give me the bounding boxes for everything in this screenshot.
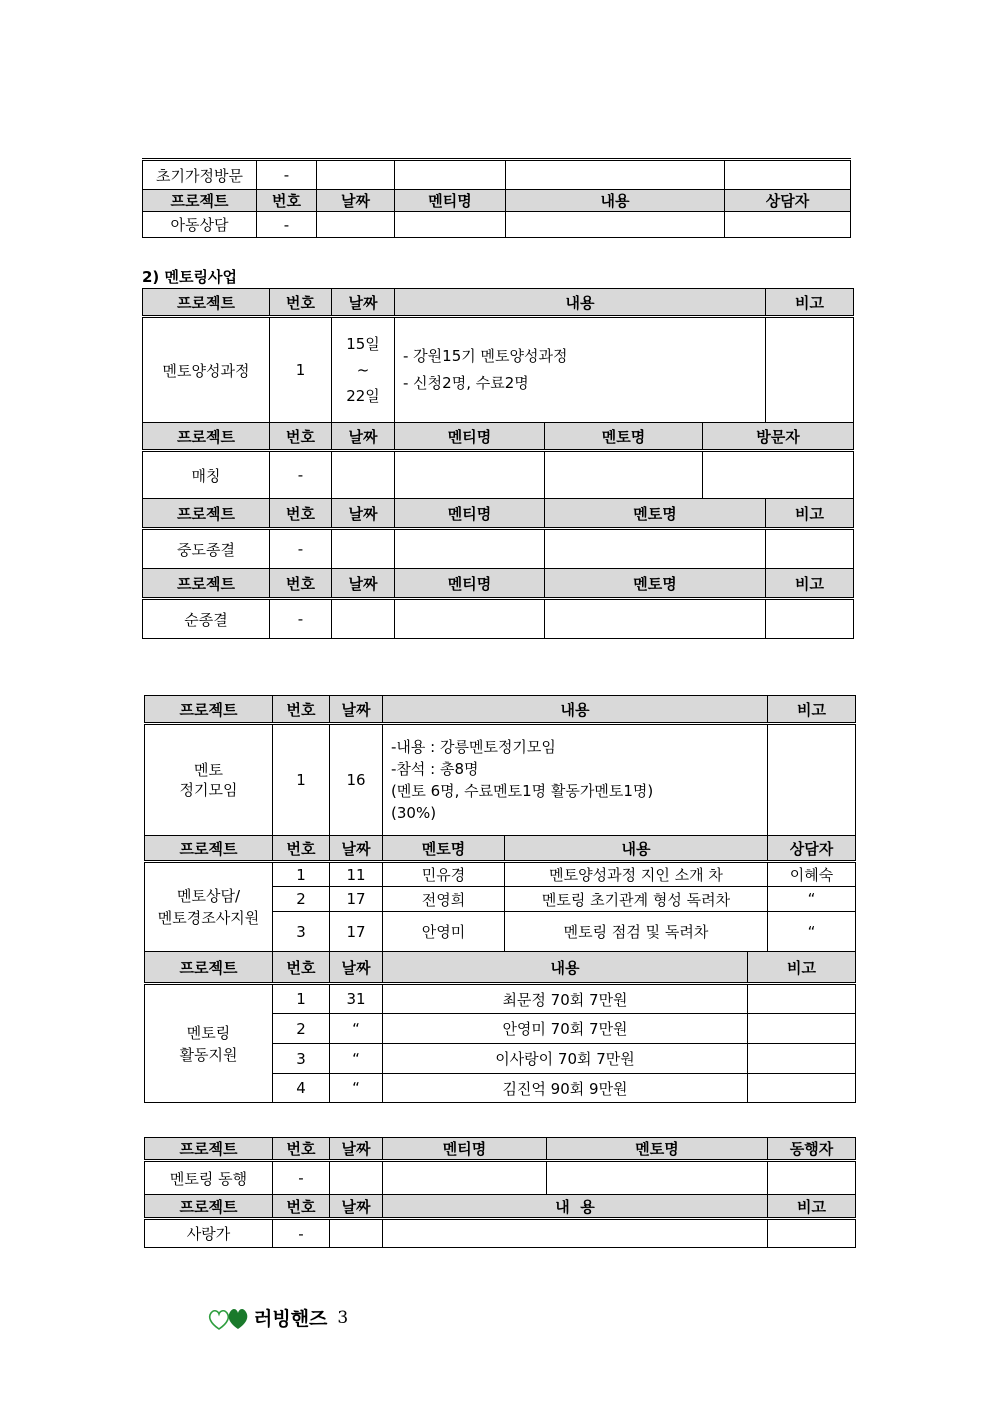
table-row bbox=[143, 212, 851, 238]
cell-project: 아동상담 bbox=[143, 212, 257, 238]
cell-project: 멘토 정기모임 bbox=[145, 724, 273, 836]
table-header: 프로젝트 번호 날짜 멘티명 멘토명 동행자 bbox=[145, 1138, 856, 1161]
cell-date: 16 bbox=[330, 724, 383, 836]
table-row bbox=[145, 1161, 856, 1195]
table-row: 2 “ 안영미 70회 7만원 bbox=[145, 1014, 856, 1044]
table-row: 3 17 안영미 멘토링 점검 및 독려차 “ bbox=[145, 912, 856, 952]
table-row bbox=[145, 724, 856, 836]
cell-content: -내용 : 강릉멘토정기모임 -참석 : 총8명 (멘토 6명, 수료멘토1명 활동가멘토1명) (30%) bbox=[383, 724, 768, 836]
table-header: 프로젝트 번호 날짜 멘티명 멘토명 방문자 bbox=[143, 423, 854, 451]
table-row: 멘토상담/ 멘토경조사지원 1 11 민유경 멘토양성과정 지인 소개 차 이혜숙 bbox=[145, 862, 856, 887]
table-row bbox=[143, 317, 854, 423]
table-header: 프로젝트 번호 날짜 내용 비고 bbox=[143, 289, 854, 317]
page-number: 3 bbox=[337, 1307, 349, 1328]
table-row bbox=[145, 1219, 856, 1248]
brand-name: 러빙핸즈 bbox=[254, 1308, 328, 1330]
cell-project: 멘토양성과정 bbox=[143, 317, 270, 423]
cell-num: - bbox=[270, 529, 332, 569]
cell-content: - 강원15기 멘토양성과정 - 신청2명, 수료2명 bbox=[395, 317, 766, 423]
companion-table bbox=[144, 1137, 856, 1248]
mentoring-table bbox=[142, 288, 854, 639]
table-header: 프로젝트 번호 날짜 내 용 비고 bbox=[145, 1195, 856, 1219]
section-title: 2) 멘토링사업 bbox=[142, 268, 237, 286]
table-header: 프로젝트 번호 날짜 내용 비고 bbox=[145, 696, 856, 724]
table-header: 프로젝트 번호 날짜 내용 비고 bbox=[145, 952, 856, 984]
cell-date: 15일 ~ 22일 bbox=[332, 317, 395, 423]
table-row: 2 17 전영희 멘토링 초기관계 형성 독려차 “ bbox=[145, 887, 856, 912]
cell-num: - bbox=[270, 451, 332, 499]
table-row: 4 “ 김진억 90회 9만원 bbox=[145, 1074, 856, 1103]
cell-num: 1 bbox=[270, 317, 332, 423]
cell-num: - bbox=[257, 160, 317, 190]
cell-project: 멘토링 동행 bbox=[145, 1161, 273, 1195]
counseling-table bbox=[142, 158, 851, 238]
table-row bbox=[143, 160, 851, 190]
cell-num: - bbox=[270, 599, 332, 639]
table-row bbox=[143, 529, 854, 569]
table-row bbox=[143, 599, 854, 639]
cell-num: - bbox=[273, 1219, 330, 1248]
cell-project: 중도종결 bbox=[143, 529, 270, 569]
table-header: 프로젝트 번호 날짜 멘티명 멘토명 비고 bbox=[143, 569, 854, 599]
table-row: 멘토링 활동지원 1 31 최문정 70회 7만원 bbox=[145, 984, 856, 1014]
cell-num: 1 bbox=[273, 724, 330, 836]
table-row: 3 “ 이사랑이 70회 7만원 bbox=[145, 1044, 856, 1074]
table-row bbox=[143, 451, 854, 499]
cell-num: - bbox=[273, 1161, 330, 1195]
cell-project: 멘토상담/ 멘토경조사지원 bbox=[145, 862, 273, 952]
footer bbox=[208, 1304, 348, 1331]
cell-project: 초기가정방문 bbox=[143, 160, 257, 190]
cell-num: - bbox=[257, 212, 317, 238]
table-header: 프로젝트 번호 날짜 멘티명 멘토명 비고 bbox=[143, 499, 854, 529]
table-header: 프로젝트 번호 날짜 멘티명 내용 상담자 bbox=[143, 190, 851, 212]
cell-project: 사랑가 bbox=[145, 1219, 273, 1248]
cell-project: 매칭 bbox=[143, 451, 270, 499]
table-header: 프로젝트 번호 날짜 멘토명 내용 상담자 bbox=[145, 836, 856, 862]
heart-leaf-icon bbox=[208, 1305, 252, 1331]
cell-project: 멘토링 활동지원 bbox=[145, 984, 273, 1103]
mentor-support-table bbox=[144, 695, 856, 1103]
cell-project: 순종결 bbox=[143, 599, 270, 639]
